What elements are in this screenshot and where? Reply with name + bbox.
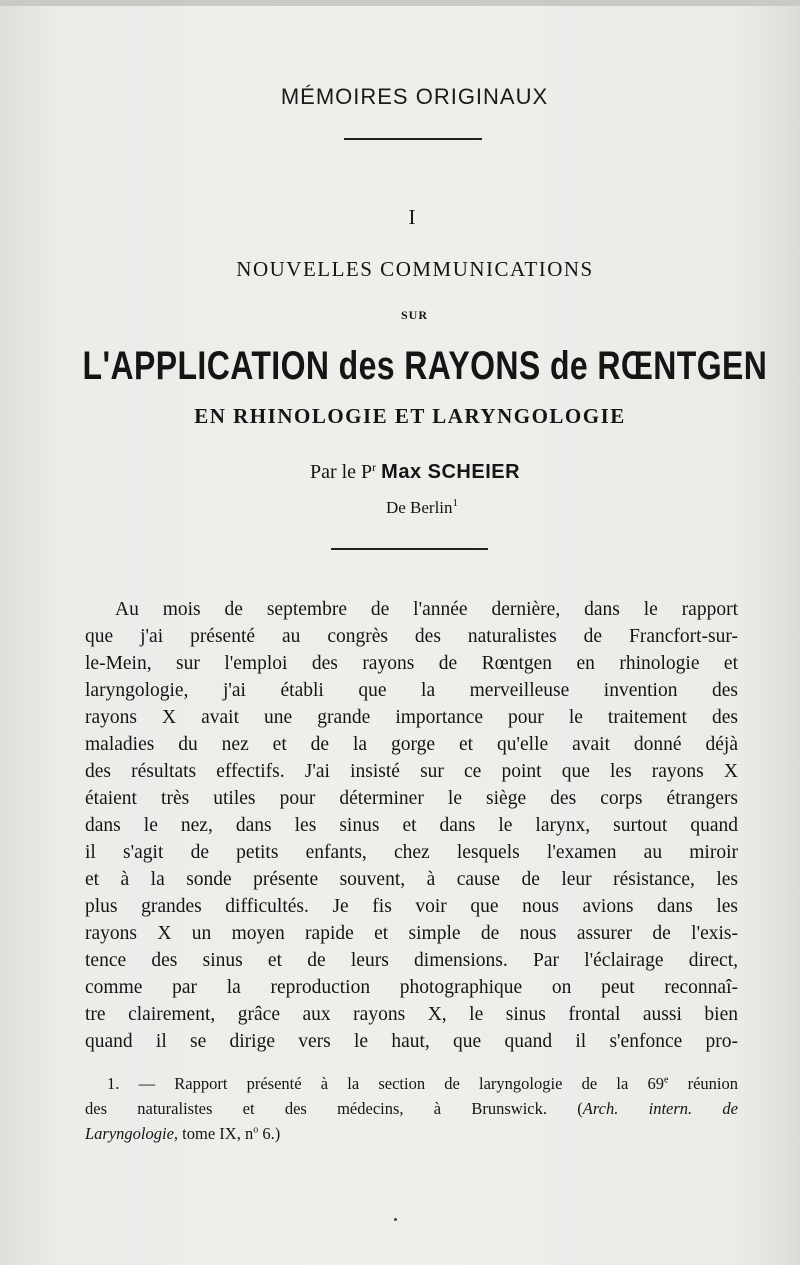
footnote-text-end: réunion bbox=[687, 1074, 739, 1093]
author-divider bbox=[331, 548, 488, 550]
body-line: le-Mein, sur l'emploi des rayons de Rœntgen en rhinologie et bbox=[85, 653, 738, 674]
footnote-journal-cont: Laryngologie, bbox=[85, 1124, 179, 1143]
footnote-ref: 1 bbox=[452, 497, 459, 509]
body-line: rayons X avait une grande importance pour le traitement des bbox=[85, 707, 738, 728]
footnote-line-2 bbox=[85, 1099, 738, 1119]
body-line: tre clairement, grâce aux rayons X, le sinus frontal aussi bien bbox=[85, 1004, 738, 1025]
title-divider bbox=[344, 138, 482, 140]
author-affiliation bbox=[0, 497, 800, 518]
article-title: L'APPLICATION des RAYONS de RŒNTGEN bbox=[82, 344, 768, 388]
body-line: laryngologie, j'ai établi que la merveilleuse invention des bbox=[85, 680, 738, 701]
article-subtitle: EN RHINOLOGIE ET LARYNGOLOGIE bbox=[194, 404, 626, 428]
title-line-1: NOUVELLES COMMUNICATIONS bbox=[236, 257, 594, 281]
footnote-text: Rapport présenté à la section de laryngologie de la 69 bbox=[174, 1074, 664, 1093]
body-line: quand il se dirige vers le haut, que quand il s'enfonce pro- bbox=[85, 1031, 738, 1052]
article-numeral: I bbox=[408, 205, 416, 229]
footnote-sup: e bbox=[663, 1074, 669, 1086]
footnote-line-1 bbox=[107, 1074, 738, 1094]
author-name: Max SCHEIER bbox=[381, 461, 521, 483]
body-line: tence des sinus et de leurs dimensions. Par l'éclairage direct, bbox=[85, 950, 738, 971]
body-line: rayons X un moyen rapide et simple de nous assurer de l'exis- bbox=[85, 923, 738, 944]
title-line-2: SUR bbox=[400, 308, 428, 322]
body-line: Au mois de septembre de l'année dernière, dans le rapport bbox=[115, 599, 738, 620]
author-line bbox=[0, 460, 800, 484]
footnote-journal: Arch. intern. de bbox=[582, 1099, 738, 1118]
body-line: plus grandes difficultés. Je fis voir que nous avions dans les bbox=[85, 896, 738, 917]
footnote-sup: o bbox=[253, 1124, 259, 1136]
body-line: dans le nez, dans les sinus et dans le larynx, surtout quand bbox=[85, 815, 738, 836]
footnote-text: tome IX, n bbox=[178, 1124, 254, 1143]
body-line: des résultats effectifs. J'ai insisté sur ce point que les rayons X bbox=[85, 761, 738, 782]
footnote-line-3 bbox=[85, 1124, 280, 1144]
footnote-text: des naturalistes et des médecins, à Brunswick. ( bbox=[85, 1099, 583, 1118]
body-line: comme par la reproduction photographique on peut reconnaî- bbox=[85, 977, 738, 998]
affiliation-text: De Berlin bbox=[385, 498, 453, 517]
footnote-text-end: 6.) bbox=[258, 1124, 281, 1143]
body-line: il s'agit de petits enfants, chez lesquels l'examen au miroir bbox=[85, 842, 738, 863]
body-line: que j'ai présenté au congrès des naturalistes de Francfort-sur- bbox=[85, 626, 738, 647]
author-title-sup: r bbox=[372, 460, 377, 474]
body-line: étaient très utiles pour déterminer le siège des corps étrangers bbox=[85, 788, 738, 809]
author-prefix: Par le P bbox=[309, 461, 373, 483]
body-line: maladies du nez et de la gorge et qu'elle avait donné déjà bbox=[85, 734, 738, 755]
footnote-number: 1. — bbox=[107, 1074, 156, 1093]
section-title: MÉMOIRES ORIGINAUX bbox=[280, 84, 549, 109]
body-line: et à la sonde présente souvent, à cause de leur résistance, les bbox=[85, 869, 738, 890]
ink-speck bbox=[394, 1218, 397, 1221]
page-edge bbox=[0, 0, 800, 6]
